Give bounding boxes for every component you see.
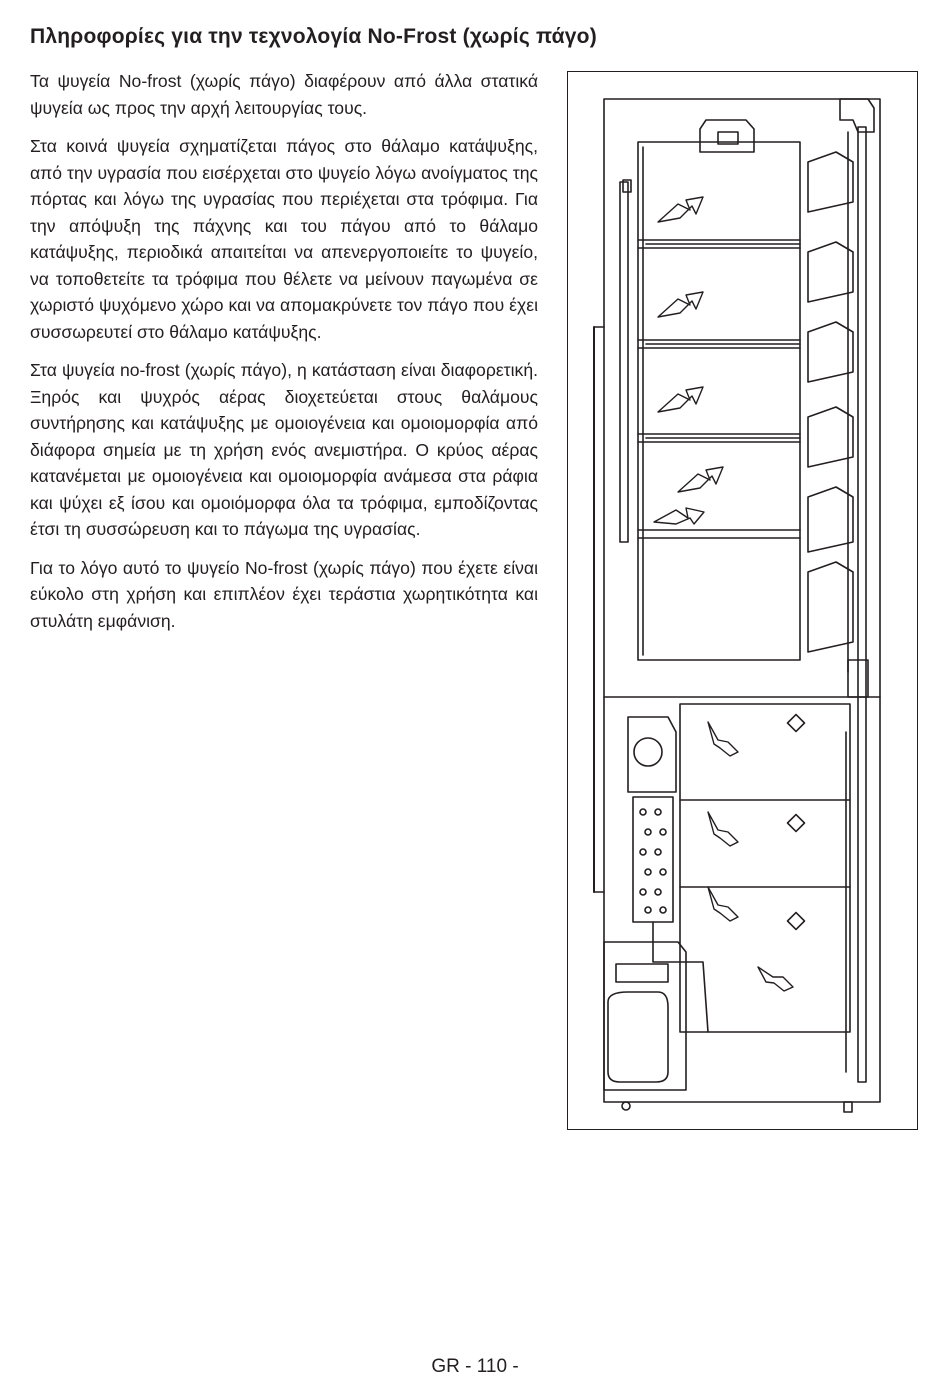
shelves bbox=[638, 240, 800, 538]
foot-left bbox=[622, 1102, 630, 1110]
fridge-illustration-frame bbox=[567, 71, 918, 1130]
paragraph-conventional-fridges: Στα κοινά ψυγεία σχηματίζεται πάγος στο θάλαμο κατάψυξης, από την υγρασία που εισέρχεται στο ψυγείο λόγω ανοίγματος της πόρτας και λόγω της υγρασίας που περιέχεται στα τρόφιμα. Για την απόψυξη της πάχνης και του πάγου από το θάλαμο κατάψυξης, περιοδικά απαιτείται να απενεργοποιείτε το ψυγείο, να τοποθετείτε τα τρόφιμα που θέλετε να μείνουν παγωμένα σε χωριστό ψυχόμενο χώρο και να απομακρύνετε τον πάγο που έχει συσσωρευτεί στο θάλαμο κατάψυξης. bbox=[30, 136, 538, 342]
paragraph-conclusion: Για το λόγο αυτό το ψυγείο No-frost (χωρίς πάγο) που έχετε είναι εύκολο στη χρήση και επιπλέον έχει τεράστια χωρητικότητα και στυλάτη εμφάνιση. bbox=[30, 557, 538, 631]
cabinet-outline bbox=[604, 99, 880, 1102]
door-bins bbox=[808, 152, 853, 652]
foot-right bbox=[844, 1102, 852, 1112]
air-duct bbox=[620, 182, 628, 542]
fan-unit bbox=[628, 717, 676, 792]
airflow-arrows-freezer bbox=[708, 722, 793, 991]
airflow-arrows-fridge bbox=[654, 197, 723, 524]
top-hinge bbox=[700, 120, 754, 152]
page-number: GR - 110 - bbox=[431, 1356, 519, 1377]
paragraph-no-frost-fridges: Στα ψυγεία no-frost (χωρίς πάγο), η κατάσταση είναι διαφορετική. Ξηρός και ψυχρός αέρας διοχετεύεται στους θαλάμους συντήρησης και κατάψυξης με ομοιογένεια και ομοιομορφία από διάφορα σημεία με τη χρήση ενός ανεμιστήρα. Ο κρύος αέρας κατανέμεται με ομοιογένεια και ομοιομορφία ανάμεσα στα ράφια και ψύχει εξ ίσου και ομοιόμορφα όλα τα τρόφιμα, εμποδίζοντας έτσι τη συσσώρευση και το πάγωμα της υγρασίας. bbox=[30, 360, 538, 539]
fridge-cross-section-illustration bbox=[568, 72, 919, 1131]
evaporator bbox=[633, 797, 673, 922]
body-text bbox=[30, 68, 538, 646]
freezer-vents bbox=[788, 715, 805, 930]
door-liner bbox=[858, 127, 866, 1082]
compressor bbox=[608, 992, 668, 1082]
freezer-compartment bbox=[680, 704, 850, 1032]
page-title: Πληροφορίες για την τεχνολογία No-Frost (χωρίς πάγο) bbox=[30, 25, 597, 48]
paragraph-intro: Τα ψυγεία No-frost (χωρίς πάγο) διαφέρουν από άλλα στατικά ψυγεία ως προς την αρχή λειτουργίας τους. bbox=[30, 71, 538, 118]
